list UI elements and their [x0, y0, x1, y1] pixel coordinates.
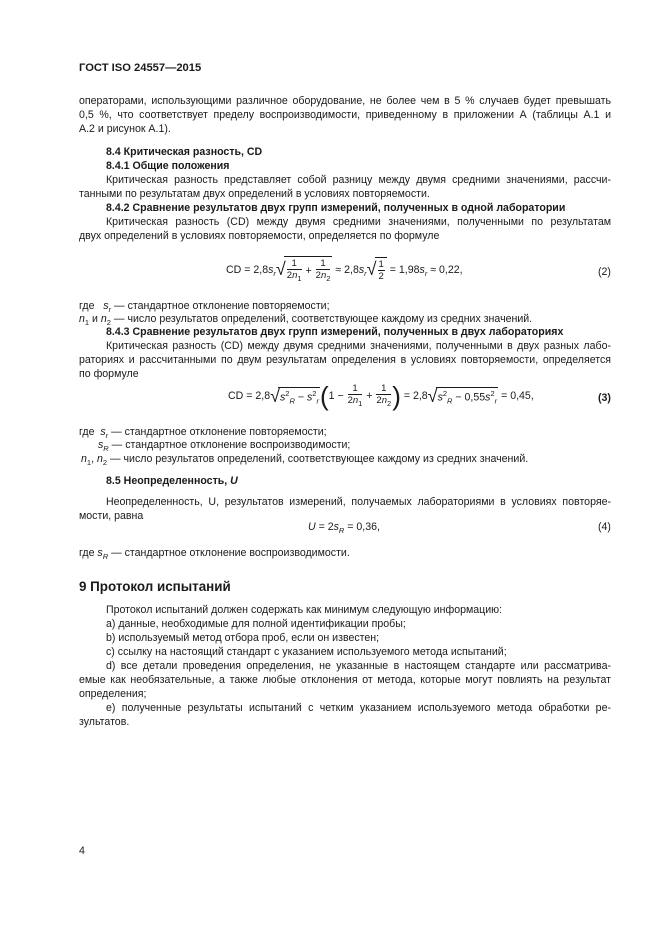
section-8-4-3-line-2: раториях и рассчитанными по двум результатам определения в условиях повторяемости, определяется: [79, 354, 611, 366]
intro-line-1: операторами, использующими различное оборудование, не более чем в 5 % случаев будет превышать: [79, 95, 611, 107]
section-8-5-line-1: Неопределенность, U, результатов измерений, получаемых лабораториями в условиях повторяе-: [106, 496, 611, 508]
section-9-item-c: c) ссылку на настоящий стандарт с указанием используемого метода испытаний;: [106, 646, 507, 658]
equation-2-number: (2): [598, 266, 611, 278]
section-9-intro: Протокол испытаний должен содержать как минимум следующую информацию:: [106, 604, 503, 616]
section-9-item-d-line-1: d) все детали проведения определения, не указанные в настоящем стандарте или рассматрива-: [106, 660, 611, 672]
section-9-item-b: b) используемый метод отбора проб, если он известен;: [106, 632, 380, 644]
equation-3-number: (3): [598, 392, 611, 404]
section-8-4-1-heading: 8.4.1 Общие положения: [106, 160, 230, 172]
section-9-heading: 9 Протокол испытаний: [79, 579, 231, 594]
equation-4-number: (4): [598, 521, 611, 533]
where-3-line-3: $n_1$, $n_2$ — число результатов определений, соответствующее каждому из средних значений.: [81, 453, 529, 468]
section-8-5-where: где $s_R$ — стандартное отклонение воспроизводимости.: [79, 547, 350, 562]
equation-3: CD = $2,8√s^2_R - s^2_r(1$ − $\frac{1}{2n_1}$ + $\frac{1}{2n_2}$ ) = $2,8√s^2_R - 0,55s^2_r = 0,45$,: [228, 381, 534, 411]
section-8-4-3-heading: 8.4.3 Сравнение результатов двух групп измерений, полученных в двух лабораториях: [106, 326, 564, 338]
section-8-4-3-line-3: по формуле: [79, 368, 139, 380]
section-8-5-heading: 8.5 Неопределенность, U: [106, 475, 238, 487]
page-number: 4: [79, 845, 85, 857]
section-8-5-line-2: мости, равна: [79, 510, 144, 522]
equation-2: CD = $2,8s_r√$ $\frac{1}{2n_1}$ + $\frac{1}{2n_2}$ ≈ $2,8s_r√$ $\frac{1}{2}$ = $1,98s_r \approx 0,22$,: [226, 258, 463, 283]
intro-line-2: 0,5 %, что соответствует пределу воспроизводимости, приведенному в приложении А (таблицы А.1 и: [79, 109, 611, 121]
section-8-4-3-line-1: Критическая разность (CD) между двумя средними значениями, полученными в двух разных лабо-: [106, 340, 611, 352]
section-9-item-d-line-3: определения;: [79, 688, 147, 700]
section-8-4-2-line-1: Критическая разность (CD) между двумя средними значениями, полученными по результатам: [106, 216, 611, 228]
document-header: ГОСТ ISO 24557—2015: [79, 62, 202, 74]
where-2-line-2: $n_1$ и $n_2$ — число результатов определений, соответствующее каждому из средних значений.: [79, 313, 533, 328]
equation-4: $U = 2s_R = 0,36$,: [308, 521, 380, 536]
section-9-item-d-line-2: емые как необязательные, а также любые отклонения от метода, которые могут повлиять на результат: [79, 674, 611, 686]
section-8-4-1-line-1: Критическая разность представляет собой разницу между двумя средними значениями, рассчи-: [106, 174, 611, 186]
section-9-item-a: а) данные, необходимые для полной идентификации пробы;: [106, 618, 406, 630]
section-8-4-heading: 8.4 Критическая разность, CD: [106, 146, 263, 158]
where-2-line-1: где $s_r$ — стандартное отклонение повторяемости;: [79, 300, 330, 315]
section-8-4-1-line-2: танными по результатам двух определений в условиях повторяемости.: [79, 188, 430, 200]
where-3-line-1: где $s_r$ — стандартное отклонение повторяемости;: [79, 426, 327, 441]
section-9-item-e-line-2: зультатов.: [79, 716, 130, 728]
section-8-4-2-line-2: двух определений в условиях повторяемости, определяется по формуле: [79, 230, 440, 242]
where-3-line-2: $s_R$ — стандартное отклонение воспроизводимости;: [98, 439, 351, 454]
intro-line-3: А.2 и рисунок А.1).: [79, 123, 171, 135]
section-8-4-2-heading: 8.4.2 Сравнение результатов двух групп измерений, полученных в одной лаборатории: [106, 202, 566, 214]
section-9-item-e-line-1: e) полученные результаты испытаний с четким указанием используемого метода обработки ре-: [106, 702, 611, 714]
